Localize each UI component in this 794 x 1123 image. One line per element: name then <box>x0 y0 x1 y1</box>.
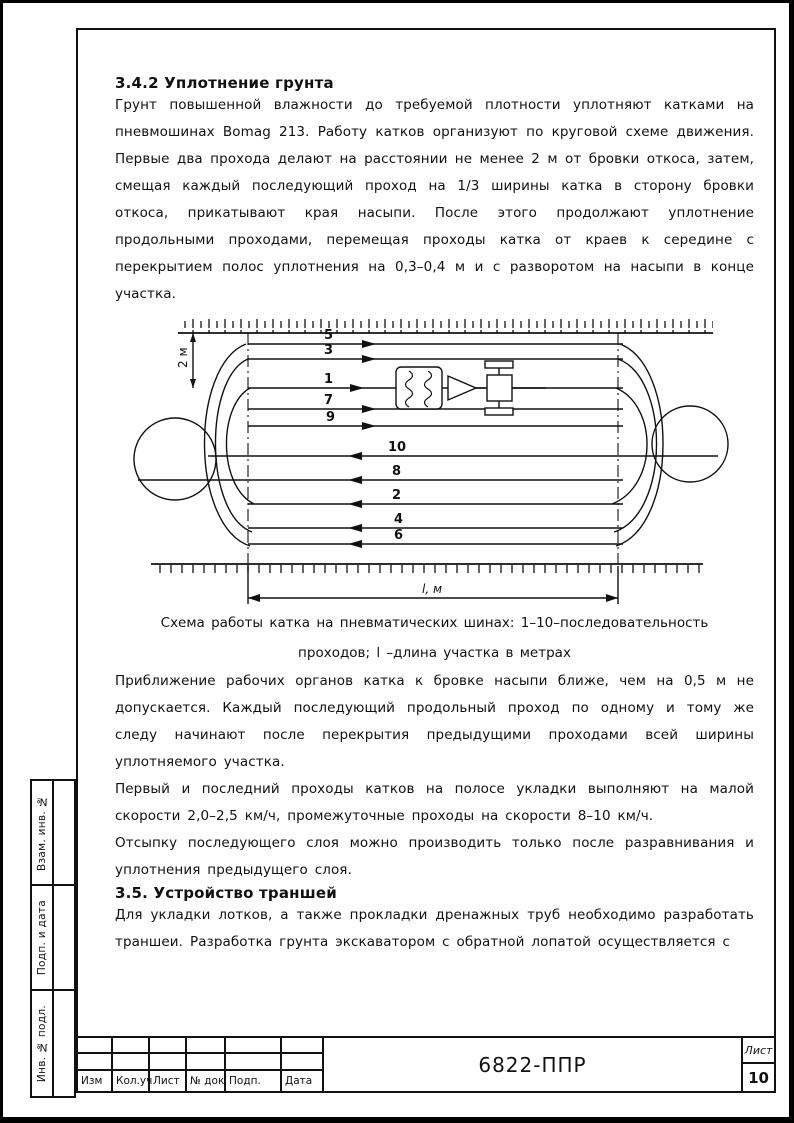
pass-number: 6 <box>394 528 404 543</box>
stamp-label-inv-podl <box>32 991 54 1096</box>
title-block <box>78 1036 774 1091</box>
figure-caption-line2: проходов; l –длина участка в метрах <box>298 645 571 661</box>
width-dimension-label: 2 м <box>176 347 190 368</box>
pass-number: 7 <box>324 393 334 408</box>
right-turn-loops <box>612 344 728 546</box>
stamp-label-text: Инв. № подл. <box>36 1004 48 1083</box>
length-dimension-label: l, м <box>422 582 443 596</box>
pass-number: 9 <box>326 410 336 425</box>
paragraph-speed: Первый и последний проходы катков на полосе укладки выполняют на малой скорости 2,0–2,5 км/ч, промежуточные проходы на скорости 8–10 км/ч. <box>115 781 754 824</box>
column-label-podp: Подп. <box>226 1071 282 1091</box>
roller-icon <box>396 367 442 409</box>
section-heading-3-5: 3.5. Устройство траншей <box>115 884 337 902</box>
stamp-label-text: Подп. и дата <box>36 899 48 976</box>
tractor-icon <box>448 361 546 415</box>
width-dimension <box>176 333 196 388</box>
sheet-cell <box>743 1038 774 1091</box>
revision-cell <box>187 1038 226 1054</box>
stamp-label-podp-data <box>32 886 54 989</box>
drawing-frame <box>76 28 776 1093</box>
column-label-data: Дата <box>282 1071 324 1091</box>
revision-cell <box>78 1054 113 1071</box>
pass-number: 3 <box>324 343 334 358</box>
revision-cell <box>226 1038 282 1054</box>
paragraph-clearance: Приближение рабочих органов катка к бровке насыпи ближе, чем на 0,5 м не допускается. Каждый последующий продольный проход по одному и тому же следу начинают после перекрытия предыдущими проходами всей ширины уплотняемого участка. <box>115 673 754 770</box>
paragraph-compaction: Грунт повышенной влажности до требуемой плотности уплотняют катками на пневмошинах Bomag 213. Работу катков организуют по круговой схеме движения. Первые два прохода делают на расстоянии не менее 2 м от бровки откоса, затем, смещая каждый последующий проход на 1/3 ширины катка в сторону бровки откоса, прикатывают края насыпи. После этого продолжают уплотнение продольными проходами, перемещая проходы катка от краев к середине с перекрытием полос уплотнения на 0,3–0,4 м и с разворотом на насыпи в конце участка. <box>115 97 754 302</box>
pass-number: 1 <box>324 372 334 387</box>
revision-table <box>78 1038 324 1091</box>
stamp-label-vzam-inv <box>32 781 54 884</box>
paragraph-trenches: Для укладки лотков, а также прокладки дренажных труб необходимо разработать траншеи. Разработка грунта экскаватором с обратной лопатой осуществляется с <box>115 907 754 950</box>
sheet-number: 10 <box>748 1068 769 1087</box>
revision-cell <box>282 1054 324 1071</box>
stamp-blank-cell <box>54 991 74 1096</box>
stamp-row <box>32 781 74 886</box>
section-heading-3-4-2: 3.4.2 Уплотнение грунта <box>115 74 334 92</box>
pass-number: 4 <box>394 512 404 527</box>
stamp-row <box>32 991 74 1096</box>
bottom-ground-hatch <box>151 564 703 574</box>
figure-caption-line1: Схема работы катка на пневматических шинах: 1–10–последовательность <box>160 615 709 631</box>
revision-cell <box>150 1038 187 1054</box>
column-label-izm: Изм <box>78 1071 113 1091</box>
compaction-scheme-figure <box>78 314 738 606</box>
figure-caption <box>115 608 754 668</box>
revision-cell <box>113 1054 150 1071</box>
pass-number: 5 <box>324 328 334 343</box>
stamp-blank-cell <box>54 781 74 884</box>
left-stamp-column <box>30 779 76 1098</box>
revision-cell <box>113 1038 150 1054</box>
column-label-koluch: Кол.уч <box>113 1071 150 1091</box>
revision-cell <box>150 1054 187 1071</box>
left-turn-loops <box>134 344 254 546</box>
stamp-blank-cell <box>54 886 74 989</box>
paragraph-layers: Отсыпку последующего слоя можно производить только после разравнивания и уплотнения предыдущего слоя. <box>115 835 754 878</box>
revision-cell <box>78 1038 113 1054</box>
revision-cell <box>187 1054 226 1071</box>
sheet-label: Лист <box>743 1038 774 1064</box>
pass-number: 10 <box>388 440 407 455</box>
stamp-row <box>32 886 74 991</box>
column-label-list: Лист <box>150 1071 187 1091</box>
stamp-label-text: Взам. инв. № <box>36 794 48 871</box>
revision-cell <box>282 1038 324 1054</box>
column-label-ndok: № док <box>187 1071 226 1091</box>
pass-number: 8 <box>392 464 402 479</box>
page-content <box>78 30 774 1036</box>
document-number: 6822-ППР <box>324 1038 743 1091</box>
revision-cell <box>226 1054 282 1071</box>
pass-number: 2 <box>392 488 402 503</box>
top-slope-hatch <box>178 319 713 333</box>
